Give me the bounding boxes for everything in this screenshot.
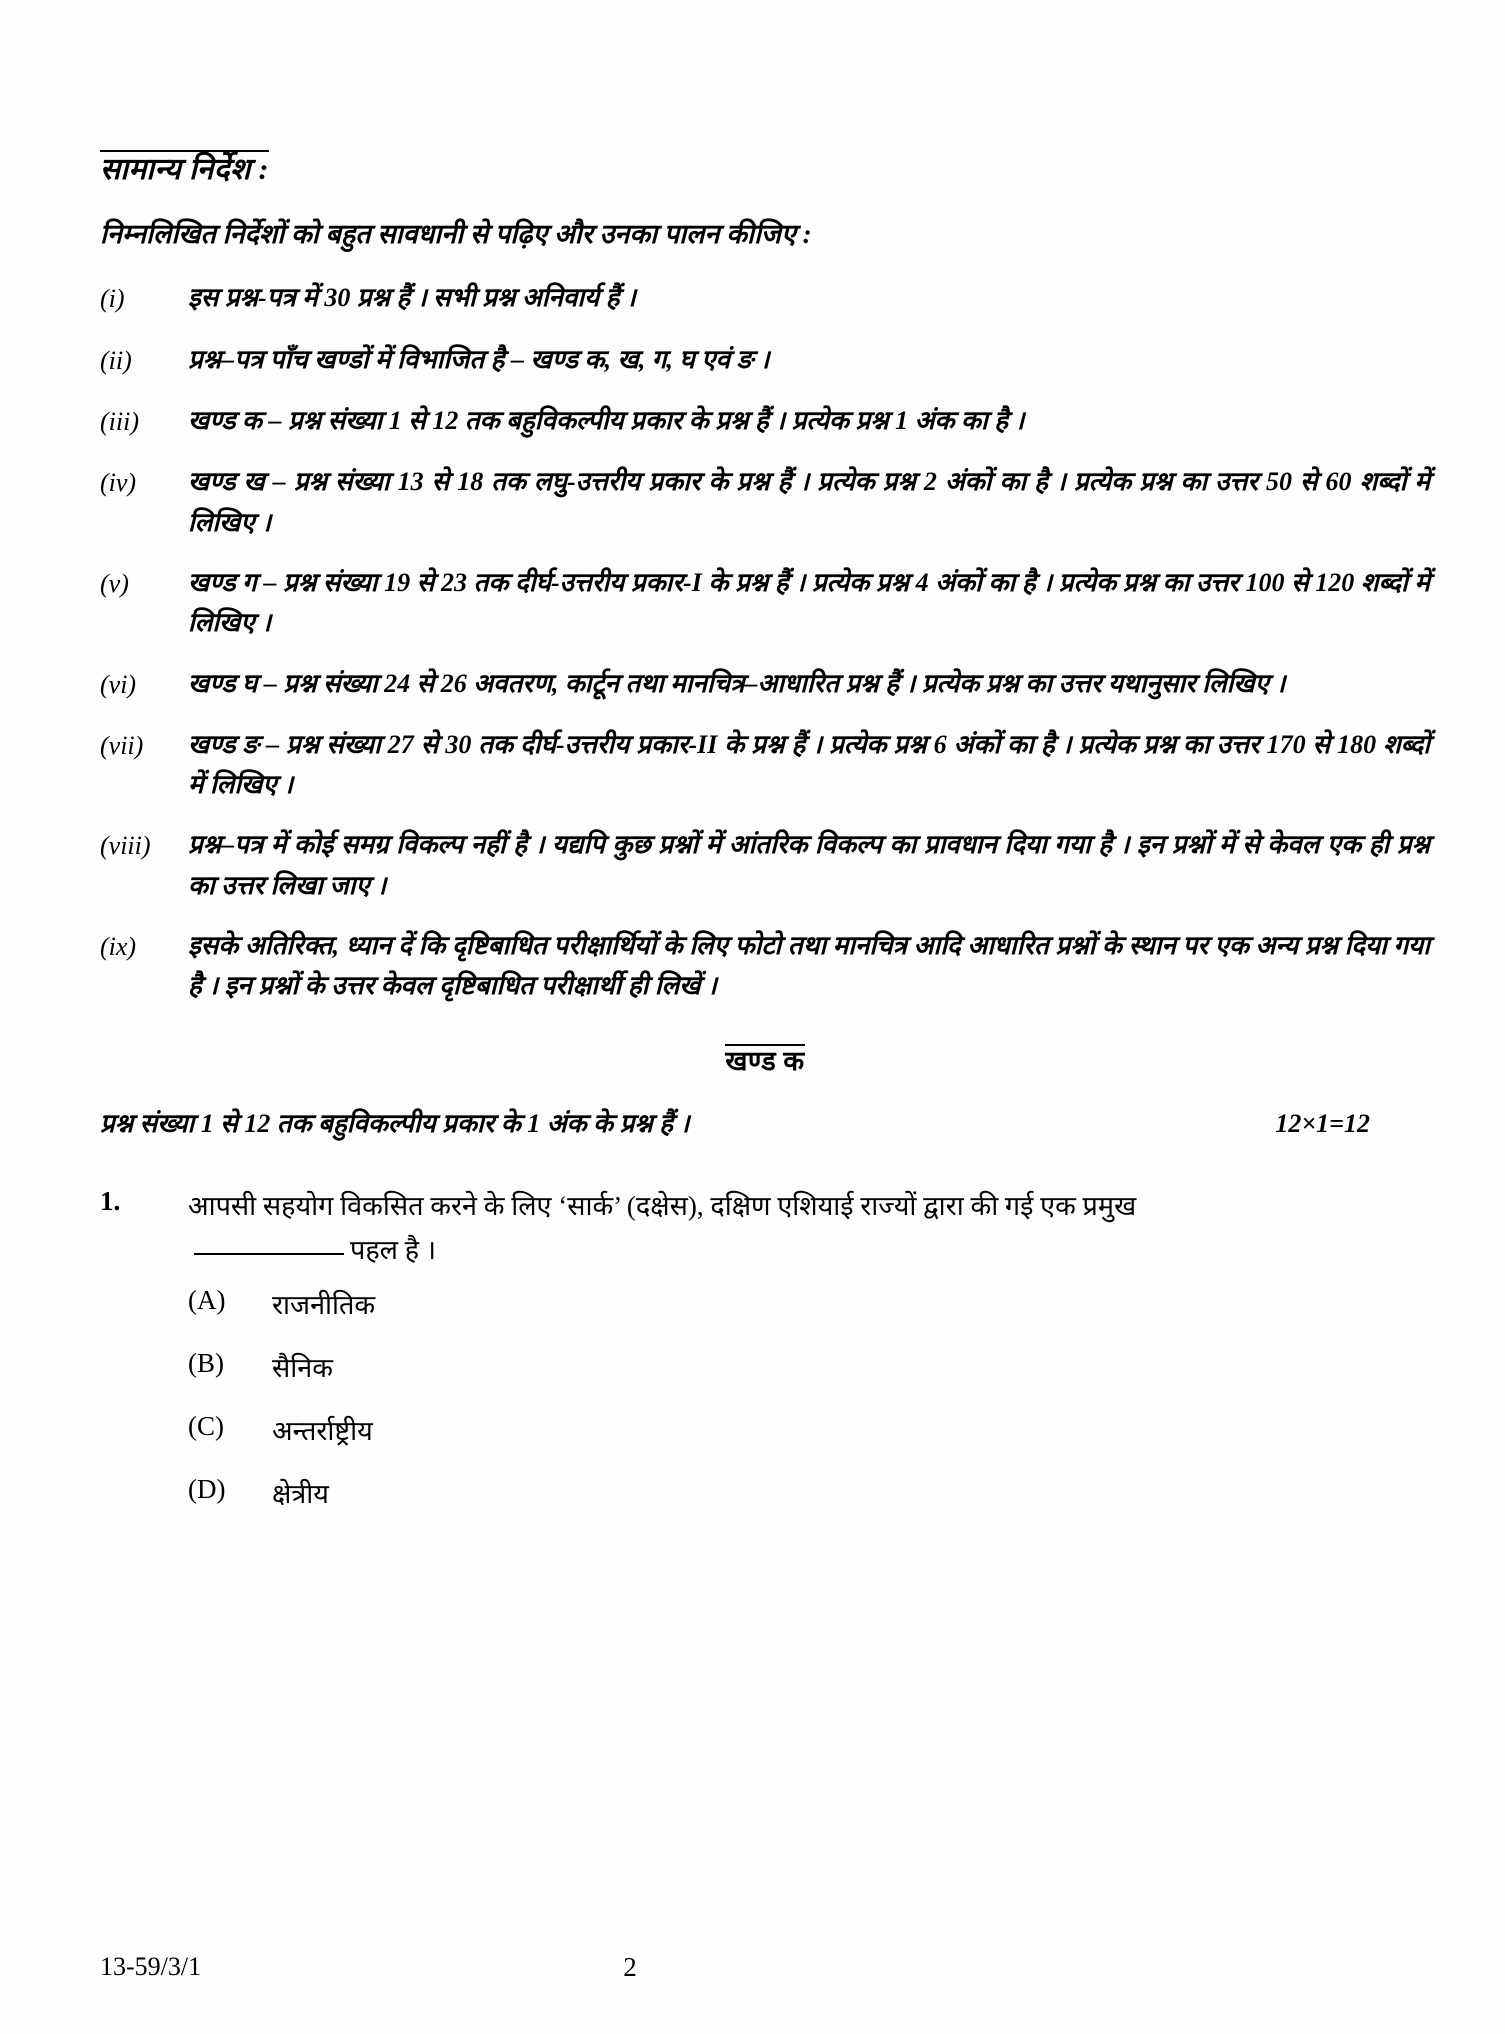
instruction-number: (iii) [100, 407, 139, 437]
instruction-item [100, 664, 1430, 705]
question-1-options [188, 1285, 1430, 1511]
instruction-text: खण्ड क – प्रश्न संख्या 1 से 12 तक बहुविकल्पीय प्रकार के प्रश्न हैं । प्रत्येक प्रश्न 1 अंक का है । [188, 406, 1025, 436]
question-text-before-blank: आपसी सहयोग विकसित करने के लिए ‘सार्क’ (दक्षेस), दक्षिण एशियाई राज्यों द्वारा की गई एक प्रमुख [188, 1190, 1137, 1221]
answer-blank [194, 1253, 344, 1255]
option-c[interactable] [188, 1411, 1430, 1448]
option-b-text: सैनिक [272, 1352, 333, 1383]
section-instruction-text: प्रश्न संख्या 1 से 12 तक बहुविकल्पीय प्रकार के 1 अंक के प्रश्न हैं । [100, 1108, 690, 1138]
instruction-number: (ii) [100, 345, 132, 375]
option-d-text: क्षेत्रीय [272, 1478, 329, 1509]
question-text-after-blank: पहल है । [350, 1235, 437, 1266]
instruction-text: प्रश्न–पत्र पाँच खण्डों में विभाजित है – खण्ड क, ख, ग, घ एवं ङ । [188, 344, 770, 374]
instructions-lead-line: निम्नलिखित निर्देशों को बहुत सावधानी से पढ़िए और उनका पालन कीजिए : [100, 219, 812, 249]
option-d-label: (D) [188, 1473, 226, 1504]
instruction-item [100, 825, 1430, 906]
instruction-text: खण्ड ख – प्रश्न संख्या 13 से 18 तक लघु-उत्तरीय प्रकार के प्रश्न हैं । प्रत्येक प्रश्न 2 अंकों का है । प्रत्येक प्रश्न का उत्तर 50 से 60 शब्दों में लिखिए । [188, 467, 1430, 537]
instruction-text: इसके अतिरिक्त, ध्यान दें कि दृष्टिबाधित परीक्षार्थियों के लिए फोटो तथा मानचित्र आदि आधारित प्रश्नों के स्थान पर एक अन्य प्रश्न दिया गया है । इन प्रश्नों के उत्तर केवल दृष्टिबाधित परीक्षार्थी ही लिखें । [188, 931, 1430, 1001]
question-1 [100, 1184, 1430, 1273]
option-a-text: राजनीतिक [272, 1289, 376, 1320]
general-instructions-heading-wrap [100, 150, 1430, 216]
page-content [100, 150, 1430, 1537]
instruction-text: खण्ड घ – प्रश्न संख्या 24 से 26 अवतरण, कार्टून तथा मानचित्र–आधारित प्रश्न हैं । प्रत्येक प्रश्न का उत्तर यथानुसार लिखिए । [188, 668, 1286, 698]
section-title [100, 1041, 1430, 1078]
instructions-list [100, 278, 1430, 1006]
section-instruction-row [100, 1104, 1430, 1140]
option-b-label: (B) [188, 1347, 224, 1378]
section-marks: 12×1=12 [1275, 1108, 1370, 1138]
page-number: 2 [623, 1952, 637, 1982]
instruction-number: (v) [100, 568, 129, 598]
option-c-text: अन्तर्राष्ट्रीय [272, 1415, 373, 1446]
instruction-item [100, 401, 1430, 442]
instruction-text: इस प्रश्न-पत्र में 30 प्रश्न हैं । सभी प्रश्न अनिवार्य हैं । [188, 283, 636, 313]
instruction-item [100, 278, 1430, 319]
instruction-text: प्रश्न–पत्र में कोई समग्र विकल्प नहीं है । यद्यपि कुछ प्रश्नों में आंतरिक विकल्प का प्रावधान दिया गया है । इन प्रश्नों में से केवल एक ही प्रश्न का उत्तर लिखा जाए । [188, 830, 1430, 900]
instruction-text: खण्ड ग – प्रश्न संख्या 19 से 23 तक दीर्घ-उत्तरीय प्रकार-I के प्रश्न हैं । प्रत्येक प्रश्न 4 अंकों का है । प्रत्येक प्रश्न का उत्तर 100 से 120 शब्दों में लिखिए । [188, 567, 1430, 638]
instruction-number: (vi) [100, 669, 137, 699]
instruction-item [100, 563, 1430, 644]
instruction-number: (vii) [100, 730, 144, 760]
section-title-text: खण्ड क [725, 1045, 805, 1076]
option-a[interactable] [188, 1285, 1430, 1322]
option-a-label: (A) [188, 1284, 226, 1315]
question-text [188, 1184, 1218, 1273]
page-footer [100, 1952, 1430, 1982]
instruction-item [100, 340, 1430, 381]
instruction-text: खण्ड ङ – प्रश्न संख्या 27 से 30 तक दीर्घ-उत्तरीय प्रकार-II के प्रश्न हैं । प्रत्येक प्रश्न 6 अंकों का है । प्रत्येक प्रश्न का उत्तर 170 से 180 शब्दों में लिखिए । [188, 729, 1430, 800]
paper-code: 13-59/3/1 [100, 1952, 202, 1981]
general-instructions-heading: सामान्य निर्देश : [100, 150, 269, 186]
instruction-number: (i) [100, 284, 125, 314]
instruction-number: (ix) [100, 932, 137, 961]
option-d[interactable] [188, 1474, 1430, 1511]
question-number: 1. [100, 1185, 121, 1216]
instruction-item [100, 926, 1430, 1007]
instruction-item [100, 462, 1430, 543]
instruction-item [100, 725, 1430, 806]
instruction-number: (viii) [100, 831, 151, 861]
option-b[interactable] [188, 1348, 1430, 1385]
instruction-number: (iv) [100, 468, 137, 498]
option-c-label: (C) [188, 1410, 224, 1441]
